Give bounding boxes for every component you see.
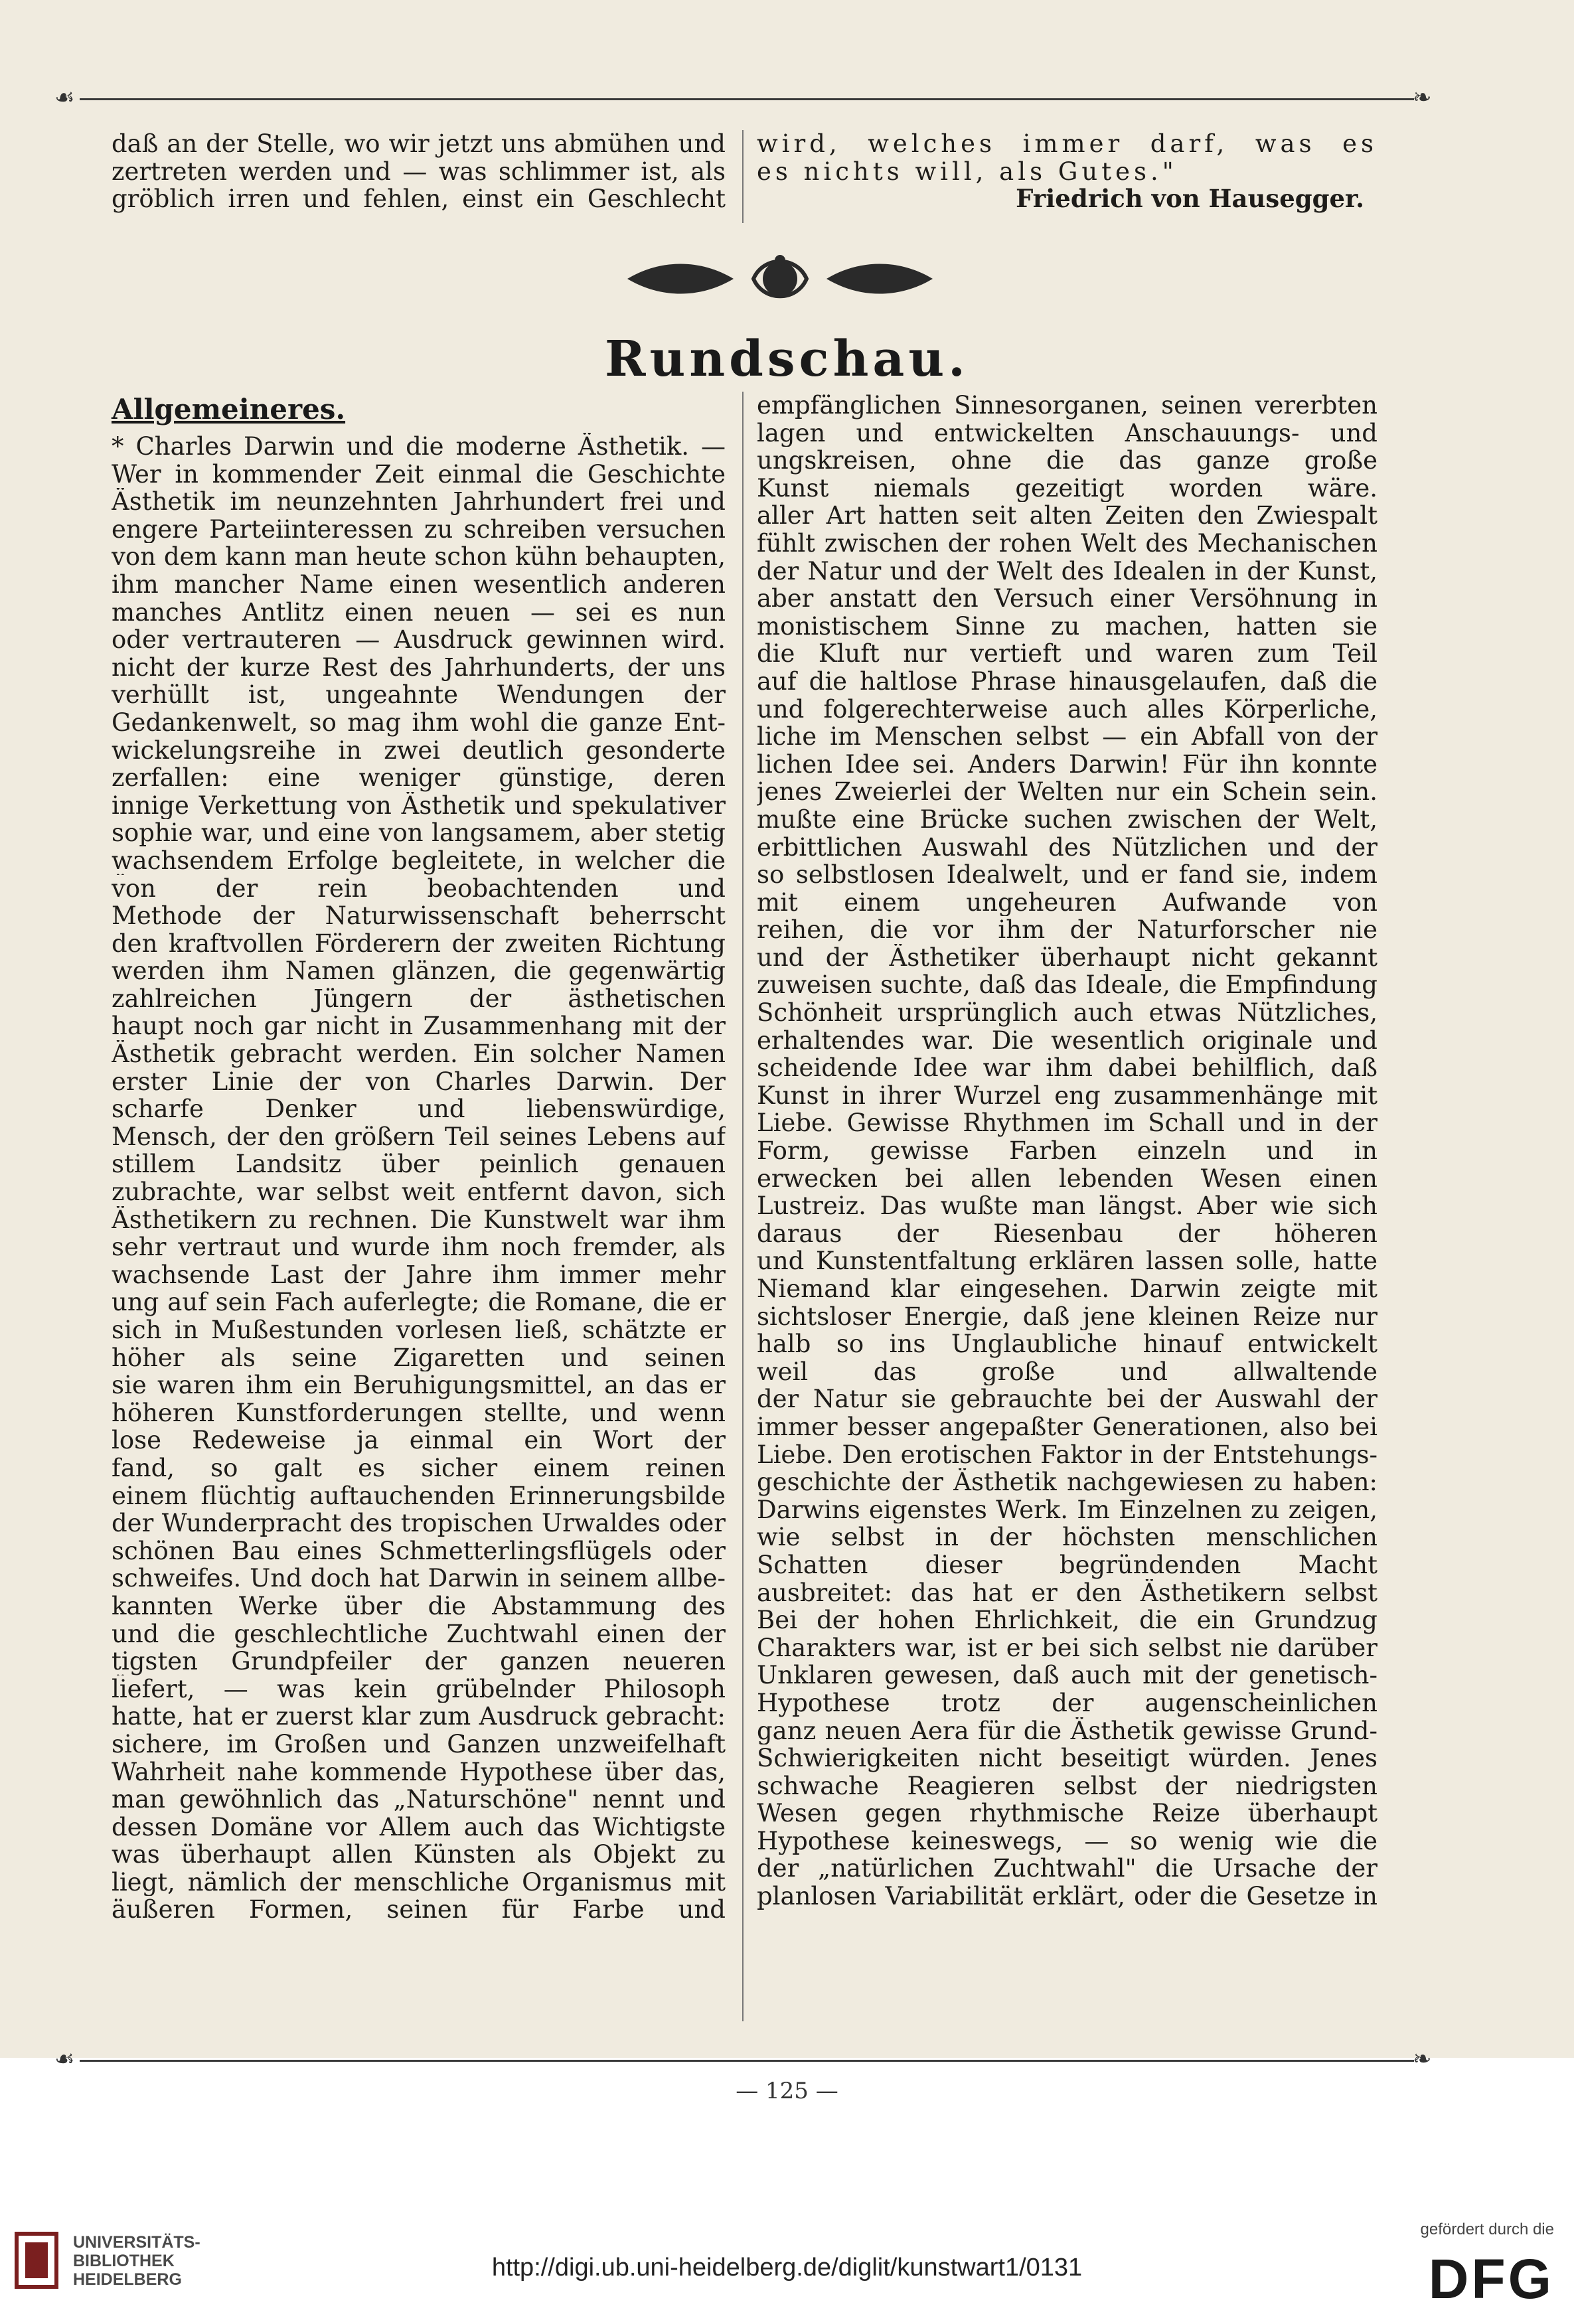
text-line: mit einem ungeheuren Aufwande von [757, 888, 1377, 917]
section-title: Allgemeineres. [112, 393, 346, 426]
text-line: Liebe. Gewisse Rhythmen im Schall und in der [757, 1109, 1377, 1138]
text-line: äußeren Formen, seinen für Farbe und [112, 1896, 726, 1924]
text-line: wird, welches immer darf, was es [757, 130, 1377, 158]
text-line: daß an der Stelle, wo wir jetzt uns abmühen und [112, 130, 726, 158]
text-line: liche im Menschen selbst — ein Abfall von der [757, 723, 1377, 751]
text-line: Ästhetik gebracht werden. Ein solcher Namen [112, 1040, 726, 1068]
text-line: ung auf sein Fach auferlegte; die Romane, die er [112, 1288, 726, 1316]
text-line: Lustreiz. Das wußte man längst. Aber wie sich [757, 1192, 1377, 1220]
text-line: Ästhetik im neunzehnten Jahrhundert frei und [112, 488, 726, 516]
text-line: von dem kann man heute schon kühn behaupten, [112, 543, 726, 571]
text-line: Hypothese keineswegs, — so wenig wie die [757, 1827, 1377, 1855]
text-line: Wer in kommender Zeit einmal die Geschichte [112, 460, 726, 489]
text-line: der „natürlichen Zuchtwahl" die Ursache der [757, 1855, 1377, 1883]
text-line: Schwierigkeiten nicht beseitigt würden. Jenes [757, 1744, 1377, 1772]
text-line: dessen Domäne vor Allem auch das Wichtigste [112, 1813, 726, 1841]
text-line: der Wunderpracht des tropischen Urwaldes oder [112, 1510, 726, 1537]
text-line: fühlt zwischen der rohen Welt des Mechanischen [757, 529, 1377, 558]
text-line: oder vertrauteren — Ausdruck gewinnen wird. [112, 626, 726, 654]
text-line: engere Parteiinteressen zu schreiben versuchen [112, 515, 726, 544]
text-line: zerfallen: eine weniger günstige, deren [112, 764, 726, 792]
text-line: schönen Bau eines Schmetterlingsflügels oder [112, 1537, 726, 1565]
text-line: empfänglichen Sinnesorganen, seinen vererbten [757, 392, 1377, 420]
text-line: die Kluft nur vertieft und waren zum Teil [757, 640, 1377, 668]
text-line: nicht der kurze Rest des Jahrhunderts, der uns [112, 653, 726, 682]
text-line: Methode der Naturwissenschaft beherrscht [112, 902, 726, 930]
main-right-column [757, 392, 1377, 1910]
top-right-ornament: ❧ [1413, 84, 1432, 111]
text-line: monistischem Sinne zu machen, hatten sie [757, 612, 1377, 641]
text-line: Schönheit ursprünglich auch etwas Nützliches, [757, 999, 1377, 1027]
text-line: Ästhetikern zu rechnen. Die Kunstwelt war ihm [112, 1205, 726, 1234]
text-line: erhaltendes war. Die wesentlich originale und [757, 1026, 1377, 1055]
text-line: immer besser angepaßter Generationen, also bei [757, 1413, 1377, 1441]
text-line: scharfe Denker und liebenswürdige, [112, 1095, 726, 1123]
text-line: und der Ästhetiker überhaupt nicht gekannt [757, 943, 1377, 972]
text-line: wachsende Last der Jahre ihm immer mehr [112, 1261, 726, 1289]
top-left-column [112, 130, 726, 213]
text-line: verhüllt ist, ungeahnte Wendungen der [112, 681, 726, 709]
bottom-border-rule [80, 2060, 1414, 2062]
library-line-2: BIBLIOTHEK [73, 2252, 175, 2270]
main-column-divider [742, 392, 744, 2021]
text-line: Mensch, der den größern Teil seines Lebens auf [112, 1123, 726, 1151]
text-line: zuweisen suchte, daß das Ideale, die Empfindung [757, 971, 1377, 1000]
text-line: sehr vertraut und wurde ihm noch fremder, als [112, 1233, 726, 1261]
text-line: lose Redeweise ja einmal ein Wort der [112, 1427, 726, 1454]
text-line: wachsendem Erfolge begleitete, in welcher die [112, 846, 726, 875]
text-line: * Charles Darwin und die moderne Ästhetik. — [112, 433, 726, 461]
text-line: wie selbst in der höchsten menschlichen [757, 1523, 1377, 1551]
text-line: Charakters war, ist er bei sich selbst nie darüber [757, 1634, 1377, 1662]
text-line: stillem Landsitz über peinlich genauen [112, 1150, 726, 1179]
text-line: weil das große und allwaltende [757, 1357, 1377, 1386]
text-line: höher als seine Zigaretten und seinen [112, 1344, 726, 1372]
text-line: aller Art hatten seit alten Zeiten den Zwiespalt [757, 502, 1377, 530]
text-line: lagen und entwickelten Anschauungs- und [757, 419, 1377, 447]
vignette-ornament [621, 252, 939, 305]
text-line: Wesen gegen rhythmische Reize überhaupt [757, 1800, 1377, 1827]
text-line: zahlreichen Jüngern der ästhetischen [112, 984, 726, 1013]
text-line: was überhaupt allen Künsten als Objekt zu [112, 1841, 726, 1869]
text-line: höheren Kunstforderungen stellte, und wenn [112, 1399, 726, 1427]
text-line: Niemand klar eingesehen. Darwin zeigte mit [757, 1275, 1377, 1303]
text-line: der Natur und der Welt des Idealen in der Kunst, [757, 557, 1377, 585]
text-line: zubrachte, war selbst weit entfernt davon, sich [112, 1178, 726, 1206]
text-line: sie waren ihm ein Beruhigungsmittel, an das er [112, 1371, 726, 1399]
source-url-link[interactable]: http://digi.ub.uni-heidelberg.de/diglit/kunstwart1/0131 [491, 2254, 1083, 2282]
text-line: lichen Idee sei. Anders Darwin! Für ihn konnte [757, 750, 1377, 779]
library-line-3: HEIDELBERG [73, 2270, 182, 2289]
text-line: Hypothese trotz der augenscheinlichen [757, 1689, 1377, 1717]
text-line: Darwins eigenstes Werk. Im Einzelnen zu zeigen, [757, 1496, 1377, 1524]
text-line: ungskreisen, ohne die das ganze große [757, 447, 1377, 475]
text-line: sich in Mußestunden vorlesen ließ, schätzte er [112, 1316, 726, 1344]
text-line: erbittlichen Auswahl des Nützlichen und der [757, 833, 1377, 862]
text-line: erster Linie der von Charles Darwin. Der [112, 1067, 726, 1096]
top-right-column [757, 130, 1377, 213]
text-line: Unklaren gewesen, daß auch mit der genetisch- [757, 1662, 1377, 1689]
digitization-footer [0, 2111, 1574, 2324]
text-line: tigsten Grundpfeiler der ganzen neueren [112, 1648, 726, 1675]
text-line: und Kunstentfaltung erklären lassen solle, hatte [757, 1247, 1377, 1275]
text-line: mußte eine Brücke suchen zwischen der Welt, [757, 805, 1377, 834]
text-line: erwecken bei allen lebenden Wesen einen [757, 1164, 1377, 1193]
text-line: sichere, im Großen und Ganzen unzweifelhaft [112, 1730, 726, 1758]
text-line: Schatten dieser begründenden Macht [757, 1551, 1377, 1579]
text-line: ausbreitet: das hat er den Ästhetikern selbst [757, 1579, 1377, 1607]
top-column-divider [742, 130, 744, 223]
text-line: der Natur sie gebrauchte bei der Auswahl der [757, 1385, 1377, 1413]
text-line: aber anstatt den Versuch einer Versöhnung in [757, 585, 1377, 613]
text-line: liegt, nämlich der menschliche Organismus mit [112, 1868, 726, 1897]
text-line: jenes Zweierlei der Welten nur ein Schein sein. [757, 778, 1377, 806]
text-line: reihen, die vor ihm der Naturforscher nie [757, 916, 1377, 944]
text-line: schwache Reagieren selbst der niedrigsten [757, 1772, 1377, 1800]
text-line: auf die haltlose Phrase hinausgelaufen, daß die [757, 667, 1377, 696]
bottom-right-ornament: ❧ [1413, 2046, 1432, 2072]
text-line: Wahrheit nahe kommende Hypothese über das, [112, 1758, 726, 1786]
text-line: Kunst in ihrer Wurzel eng zusammenhänge mit [757, 1081, 1377, 1110]
text-line: ihm mancher Name einen wesentlich anderen [112, 570, 726, 599]
text-line: scheidende Idee war ihm dabei behilflich, daß [757, 1054, 1377, 1082]
text-line: und folgerechterweise auch alles Körperliche, [757, 695, 1377, 724]
text-line: planlosen Variabilität erklärt, oder die Gesetze in [757, 1883, 1377, 1910]
rundschau-heading: Rundschau. [605, 331, 969, 388]
text-line: manches Antlitz einen neuen — sei es nun [112, 598, 726, 627]
top-left-ornament: ☙ [54, 84, 75, 111]
text-line: liefert, — was kein grübelnder Philosoph [112, 1675, 726, 1703]
text-line: sophie war, und eine von langsamem, aber stetig [112, 819, 726, 847]
text-line: ganz neuen Aera für die Ästhetik gewisse Grund- [757, 1717, 1377, 1745]
text-line: und die geschlechtliche Zuchtwahl einen der [112, 1620, 726, 1648]
text-line: hatte, hat er zuerst klar zum Ausdruck gebracht: [112, 1703, 726, 1731]
text-line: werden ihm Namen glänzen, die gegenwärtig [112, 957, 726, 985]
main-left-column [112, 433, 726, 1924]
text-line: wickelungsreihe in zwei deutlich gesonderte [112, 736, 726, 765]
text-line: man gewöhnlich das „Naturschöne" nennt und [112, 1786, 726, 1814]
text-line: Gedankenwelt, so mag ihm wohl die ganze Ent- [112, 708, 726, 737]
text-line: den kraftvollen Förderern der zweiten Richtung [112, 929, 726, 958]
text-line: Liebe. Den erotischen Faktor in der Entstehungs- [757, 1440, 1377, 1469]
page-number: — 125 — [736, 2078, 838, 2104]
text-line: fand, so galt es sicher einem reinen [112, 1454, 726, 1482]
text-line: geschichte der Ästhetik nachgewiesen zu haben: [757, 1468, 1377, 1496]
library-line-1: UNIVERSITÄTS- [73, 2233, 200, 2252]
text-line: daraus der Riesenbau der höheren [757, 1219, 1377, 1248]
author-signature: Friedrich von Hausegger. [1016, 184, 1364, 214]
text-line: einem flüchtig auftauchenden Erinnerungsbilde [112, 1482, 726, 1510]
top-border-rule [80, 98, 1414, 100]
text-line: schweifes. Und doch hat Darwin in seinem allbe- [112, 1565, 726, 1592]
text-line: sichtsloser Energie, daß jene kleinen Reize nur [757, 1302, 1377, 1331]
text-line: Kunst niemals gezeitigt worden wäre. [757, 474, 1377, 503]
text-line: Bei der hohen Ehrlichkeit, die ein Grundzug [757, 1606, 1377, 1634]
text-line: Form, gewisse Farben einzeln und in [757, 1137, 1377, 1165]
text-line: es nichts will, als Gutes." [757, 157, 1178, 186]
text-line: gröblich irren und fehlen, einst ein Geschlecht [112, 185, 726, 213]
dfg-logo: DFG [1428, 2248, 1554, 2310]
text-line: so selbstlosen Idealwelt, und er fand sie, indem [757, 861, 1377, 889]
text-line: von der rein beobachtenden und [112, 874, 726, 903]
funded-by-text: gefördert durch die [1420, 2220, 1554, 2238]
text-line: kannten Werke über die Abstammung des [112, 1592, 726, 1620]
text-line: haupt noch gar nicht in Zusammenhang mit der [112, 1012, 726, 1041]
text-line: zertreten werden und — was schlimmer ist, als [112, 157, 726, 186]
bottom-left-ornament: ☙ [54, 2046, 75, 2072]
text-line: innige Verkettung von Ästhetik und spekulativer [112, 791, 726, 820]
text-line: halb so ins Unglaubliche hinauf entwickelt [757, 1330, 1377, 1358]
